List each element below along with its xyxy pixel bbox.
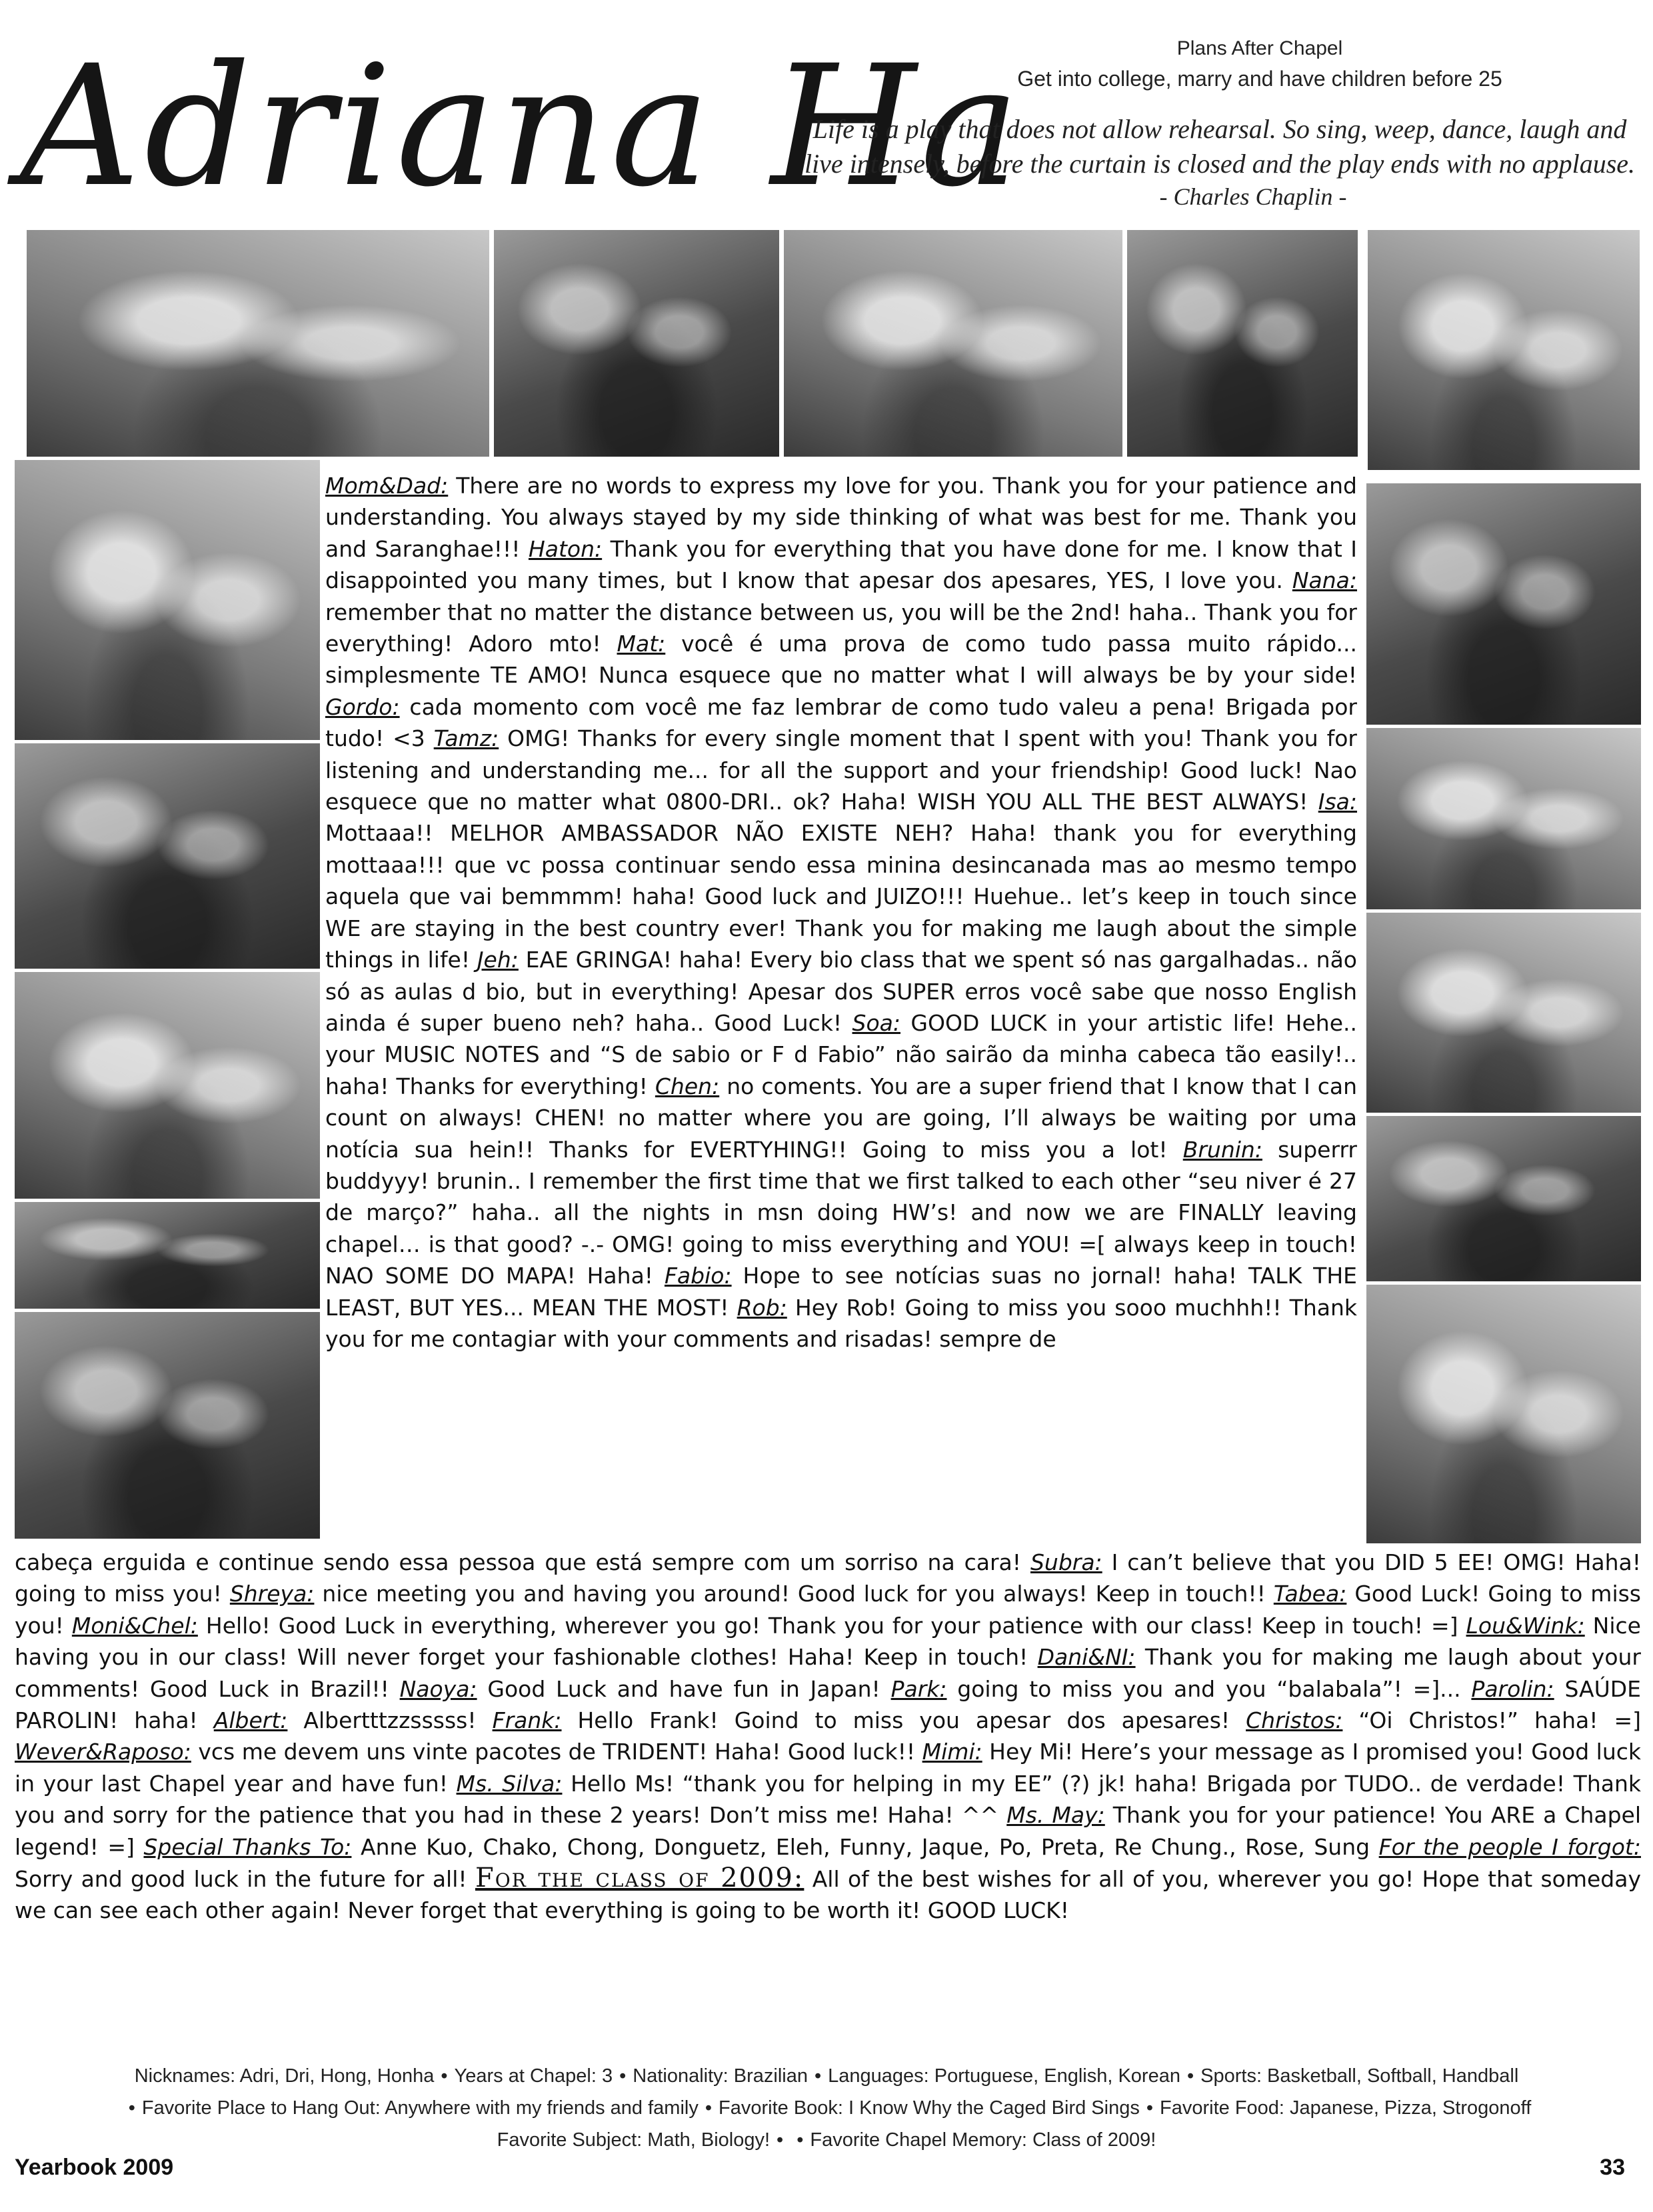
fact-item: Favorite Subject: Math, Biology! xyxy=(497,2129,771,2151)
photo-friends-sofa xyxy=(1366,483,1641,725)
photo-group-class xyxy=(27,230,489,457)
message-recipient-label: Parolin: xyxy=(1471,1675,1554,1702)
quote: Life is a play that does not allow rehearsal. So sing, weep, dance, laugh and live intensely, before the curtain is closed and the play ends with no applause. xyxy=(804,114,1636,179)
message-text: Hope to see notícias suas no jornal! haha! TALK THE LEAST, BUT YES... MEAN THE MOST! xyxy=(325,1263,1357,1321)
message-recipient-label: Mom&Dad: xyxy=(325,473,449,499)
fact-item: Nationality: Brazilian xyxy=(633,2065,808,2087)
message-text: GOOD LUCK in your artistic life! Hehe.. your MUSIC NOTES and “S de sabio or F d Fabio” não sairão da minha cabeca tão easily!.. haha! Thanks for everything! xyxy=(325,1009,1357,1099)
bullet-separator: • xyxy=(705,2097,712,2119)
fact-item: Nicknames: Adri, Dri, Hong, Honha xyxy=(134,2065,435,2087)
fact-item: Sports: Basketball, Softball, Handball xyxy=(1200,2065,1519,2087)
message-text: Good Luck! Going to miss you! xyxy=(15,1581,1641,1639)
bullet-separator: • xyxy=(128,2097,135,2119)
message-recipient-label: Special Thanks To: xyxy=(143,1833,352,1860)
fact-item: Years at Chapel: 3 xyxy=(454,2065,613,2087)
message-recipient-label: Tamz: xyxy=(433,725,499,752)
bullet-separator: • xyxy=(814,2065,822,2087)
message-text: Sorry and good luck in the future for all! xyxy=(15,1866,475,1893)
message-recipient-label: Brunin: xyxy=(1182,1136,1262,1163)
message-text: OMG! Thanks for every single moment that I spent with you! Thank you for listening and understanding me... for all the support and your friendship! Good luck! Nao esquece que no matter what 0800-DRI.. ok? Haha! WISH YOU ALL THE BEST ALWAYS! xyxy=(325,725,1357,815)
message-recipient-label: Christos: xyxy=(1246,1707,1343,1734)
message-text: superrr buddyyy! brunin.. I remember the first time that we first talked to each other “seu niver é 27 de março?” haha.. all the nights in msn doing HW’s! and now we are FINALLY leaving chapel… is that good? -.- OMG! going to miss everything and YOU! =[ always keep in touch! NAO SOME DO MAPA! Haha! xyxy=(325,1136,1358,1289)
fact-item: Languages: Portuguese, English, Korean xyxy=(828,2065,1180,2087)
message-recipient-label: Shreya: xyxy=(229,1581,315,1607)
message-recipient-label: Tabea: xyxy=(1273,1581,1347,1607)
photo-friends-indoors xyxy=(1366,913,1641,1113)
message-recipient-label: Haton: xyxy=(528,535,603,562)
message-recipient-label: Rob: xyxy=(737,1294,787,1321)
message-text: cabeça erguida e continue sendo essa pessoa que está sempre com um sorriso na cara! xyxy=(15,1549,1030,1575)
bullet-separator: • xyxy=(1186,2065,1194,2087)
photo-friends-close xyxy=(15,743,320,969)
message-text: I can’t believe that you DID 5 EE! OMG! Haha! going to miss you! xyxy=(15,1549,1641,1607)
photo-friends-table xyxy=(1366,1285,1641,1543)
message-text: Albertttzzsssss! xyxy=(287,1707,493,1734)
message-text: Hello Ms! “thank you for helping in my EE” (?) jk! haha! Brigada por TUDO.. de verdade! Thank you and sorry for the patience that you had in these 2 years! Don’t miss me! Haha! ^^ xyxy=(15,1770,1641,1829)
bullet-separator: • xyxy=(797,2129,804,2151)
message-text: Good Luck and have fun in Japan! xyxy=(477,1675,891,1702)
message-recipient-label: For the people I forgot: xyxy=(1378,1833,1641,1860)
message-text: Nice having you in our class! Will never forget your fashionable clothes! Haha! Keep in touch! xyxy=(15,1612,1641,1671)
message-text: Hello! Good Luck in everything, wherever you go! Thank you for your patience with our class! Keep in touch! =] xyxy=(197,1612,1466,1639)
fact-item: Favorite Book: I Know Why the Caged Bird Sings xyxy=(719,2097,1140,2119)
fact-item: Favorite Food: Japanese, Pizza, Strogonoff xyxy=(1160,2097,1532,2119)
message-recipient-label: Jeh: xyxy=(477,947,519,973)
message-text: SAÚDE PAROLIN! haha! xyxy=(15,1675,1642,1734)
message-recipient-label: Mimi: xyxy=(922,1739,982,1765)
message-recipient-label: Mat: xyxy=(617,631,666,657)
message-recipient-label: Frank: xyxy=(492,1707,562,1734)
message-text: Thank you for your patience! You ARE a Chapel legend! =] xyxy=(15,1802,1641,1860)
class-of-heading: For the class of 2009: xyxy=(475,1863,805,1894)
quote-author: - Charles Chaplin - xyxy=(1159,183,1347,210)
bullet-separator: • xyxy=(1146,2097,1154,2119)
photo-group-outdoors xyxy=(15,972,320,1199)
message-text: remember that no matter the distance between us, you will be the 2nd! haha.. Thank you for everything! Adoro mto! xyxy=(325,599,1357,657)
message-text: Anne Kuo, Chako, Chong, Donguetz, Eleh, Funny, Jaque, Po, Preta, Re Chung., Rose, Sung xyxy=(351,1833,1379,1860)
message-recipient-label: Isa: xyxy=(1318,789,1357,815)
photo-three-girls xyxy=(1366,728,1641,909)
message-text: There are no words to express my love for you. Thank you for your patience and understanding. You always stayed by my side thinking of what was best for me. Thank you and Saranghae!!! xyxy=(325,473,1357,562)
message-text: cada momento com você me faz lembrar de como tudo valeu a pena! Brigada por tudo! <3 xyxy=(325,693,1357,752)
student-facts xyxy=(40,2060,1613,2156)
message-text: no coments. You are a super friend that I know that I can count on always! CHEN! no matter where you are going, I’ll always be waiting por uma notícia sua hein!! Thanks for EVERTYHING!! Going to miss you a lot! xyxy=(325,1073,1357,1163)
photo-three-friends xyxy=(1127,230,1358,457)
message-body xyxy=(325,470,1357,1355)
photo-boy-peace-sign xyxy=(1366,1116,1641,1281)
fact-item: Favorite Place to Hang Out: Anywhere with my friends and family xyxy=(141,2097,699,2119)
closing-text: All of the best wishes for all of you, wherever you go! Hope that someday we can see each other again! Never forget that everything is going to be worth it! GOOD LUCK! xyxy=(15,1866,1642,1924)
photo-family xyxy=(1368,230,1640,470)
message-recipient-label: Dani&NI: xyxy=(1037,1644,1136,1671)
message-recipient-label: Wever&Raposo: xyxy=(15,1739,191,1765)
bullet-separator: • xyxy=(777,2129,784,2151)
message-recipient-label: Naoya: xyxy=(399,1675,477,1702)
message-text: vcs me devem uns vinte pacotes de TRIDENT! Haha! Good luck!! xyxy=(191,1739,922,1765)
message-recipient-label: Chen: xyxy=(655,1073,720,1099)
message-recipient-label: Ms. May: xyxy=(1006,1802,1105,1829)
page-number: 33 xyxy=(1600,2155,1625,2180)
message-text: Thank you for everything that you have done for me. I know that I disappointed you many times, but I know that apesar dos apesares, YES, I love you. xyxy=(325,535,1357,594)
photo-friends-group xyxy=(784,230,1122,457)
message-recipient-label: Nana: xyxy=(1292,567,1357,594)
message-recipient-label: Fabio: xyxy=(664,1263,732,1289)
message-recipient-label: Moni&Chel: xyxy=(71,1612,198,1639)
photo-two-friends xyxy=(15,1202,320,1309)
message-text: going to miss you and you “balabala”! =]... xyxy=(946,1675,1472,1702)
message-recipient-label: Subra: xyxy=(1030,1549,1102,1575)
message-text: EAE GRINGA! haha! Every bio class that we spent só nas gargalhadas.. não só as aulas d bio, but in everything! Apesar dos SUPER erros você sabe que nosso English ainda é super bueno neh? haha.. Good Luck! xyxy=(325,947,1357,1036)
message-text: “Oi Christos!” haha! =] xyxy=(1342,1707,1641,1734)
message-recipient-label: Gordo: xyxy=(325,693,400,720)
message-recipient-label: Albert: xyxy=(213,1707,288,1734)
message-recipient-label: Lou&Wink: xyxy=(1466,1612,1585,1639)
photo-family-gathering xyxy=(494,230,779,457)
message-text: Hey Rob! Going to miss you sooo muchhh!! Thank you for me contagiar with your comments and risadas! sempre de xyxy=(325,1294,1357,1352)
student-name: Adriana Ha xyxy=(20,29,1024,223)
bullet-separator: • xyxy=(441,2065,448,2087)
photo-friends-outdoors xyxy=(15,460,320,740)
plans-label: Plans After Chapel xyxy=(1176,37,1343,59)
fact-item: Favorite Chapel Memory: Class of 2009! xyxy=(810,2129,1156,2151)
message-text: Hey Mi! Here’s your message as I promised you! Good luck in your last Chapel year and have fun! xyxy=(15,1739,1642,1797)
yearbook-label: Yearbook 2009 xyxy=(15,2155,174,2180)
message-text: Hello Frank! Goind to miss you apesar dos apesares! xyxy=(561,1707,1246,1734)
photo-childhood xyxy=(15,1312,320,1539)
message-recipient-label: Soa: xyxy=(852,1009,900,1036)
message-text: nice meeting you and having you around! Good luck for you always! Keep in touch!! xyxy=(314,1581,1274,1607)
bullet-separator: • xyxy=(619,2065,627,2087)
message-recipient-label: Ms. Silva: xyxy=(456,1770,563,1797)
message-text: você é uma prova de como tudo passa muito rápido... simplesmente TE AMO! Nunca esquece que no matter what I will always be by your side! xyxy=(325,631,1358,689)
plans-text: Get into college, marry and have children before 25 xyxy=(1017,67,1502,91)
message-recipient-label: Park: xyxy=(890,1675,947,1702)
message-body-continued xyxy=(15,1547,1641,1927)
message-text: Mottaaa!! MELHOR AMBASSADOR NÃO EXISTE NEH? Haha! thank you for everything mottaaa!!! que vc possa continuar sendo essa minina desincanada mas ao mesmo tempo aquela que vai bemmmm! haha! Good luck and JUIZO!!! Huehue.. let’s keep in touch since WE are staying in the best country ever! Thank you for making me laugh about the simple things in life! xyxy=(325,820,1357,973)
message-text: Thank you for making me laugh about your comments! Good Luck in Brazil!! xyxy=(15,1644,1641,1702)
